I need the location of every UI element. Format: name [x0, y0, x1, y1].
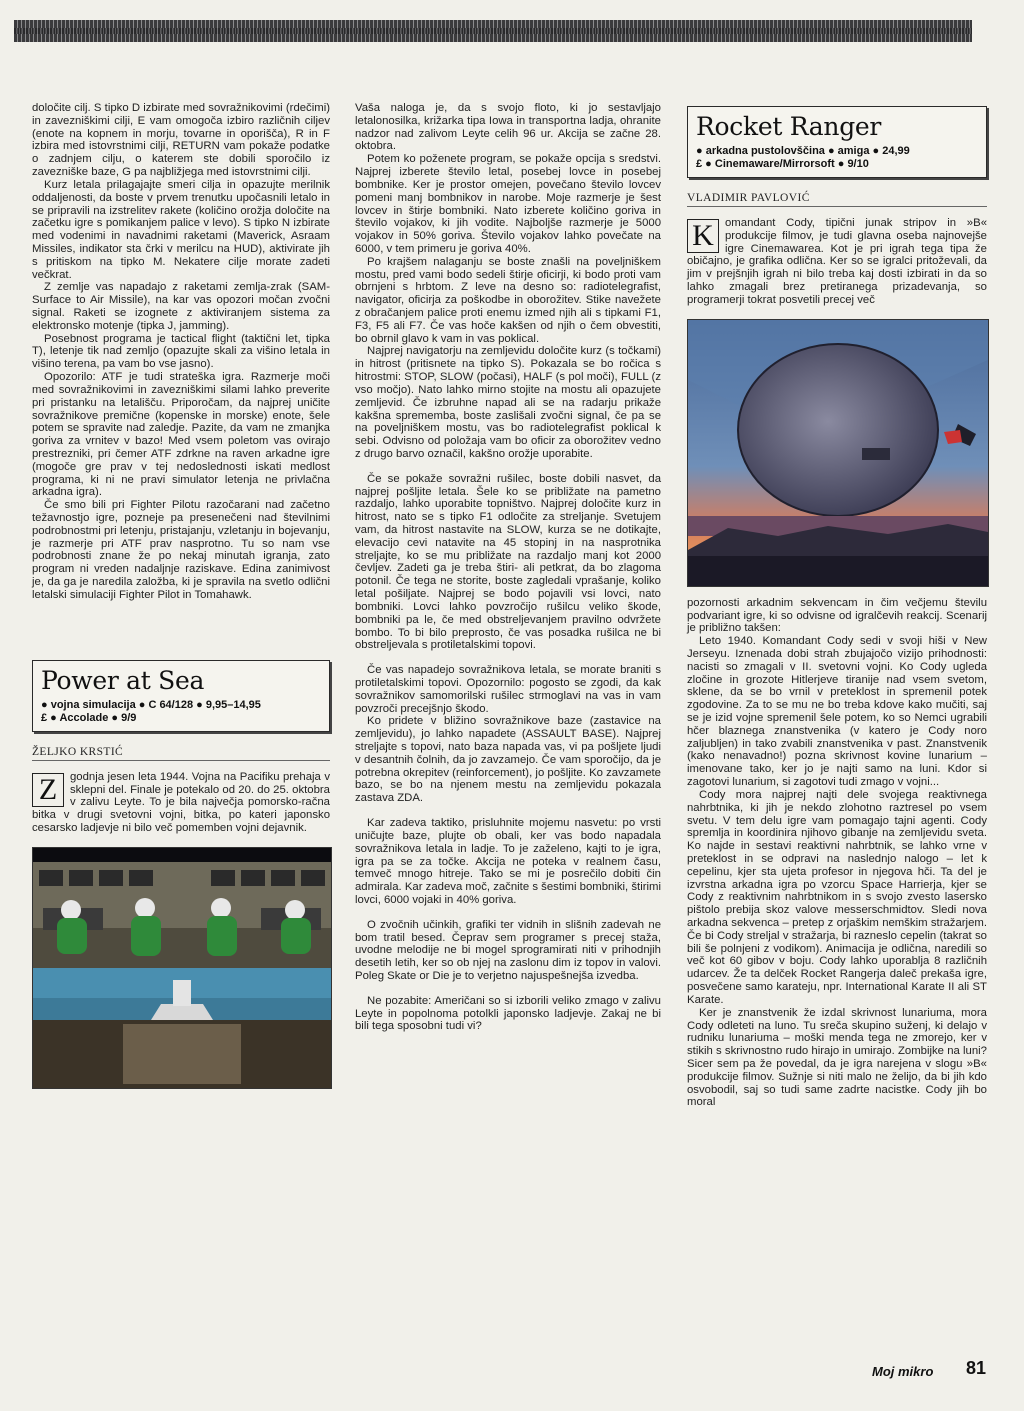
paragraph: pozornosti arkadnim sekvencam in čim večjemu številu podvariant igre, ki so odvisne od igralčevih reakcij. Scenarij je približno takšen:: [687, 596, 987, 635]
paragraph: godnja jesen leta 1944. Vojna na Pacifiku prehaja v sklepni del. Finale je potekalo od 20. do 25. oktobra v zalivu Leyte. To je bila največja pomorsko-račna bitka v drugi svetovni vojni, bitka, po kateri japonsko cesarsko ladjevje ni bilo več pomemben vojni dejavnik.: [32, 770, 330, 834]
page-number: 81: [966, 1358, 987, 1378]
spacer: [355, 461, 661, 473]
paragraph: Če smo bili pri Fighter Pilotu razočarani nad začetno težavnostjo igre, pozneje pa presenečeni nad številnimi podrobnostmi pri letenju, pristajanju, vzletanju in bojevanju, je razmerje pri ATF prav nasprotno. Tu so nam vse podrobnosti znane že po nekaj minutah igranja, zato program ni vreden nadaljnje raziskave. Edina zanimivost je, da ga je naredila založba, ki je spravila na svetlo odlični letalski simulaciji Fighter Pilot in Tomahawk.: [32, 499, 330, 601]
top-bar-stripe: [14, 28, 972, 34]
top-decorative-bar: [14, 20, 972, 42]
paragraph: Ne pozabite: Američani so si izborili veliko zmago v zalivu Leyte in popolnoma potolkli japonsko ladjevje. Zakaj ne bi bili tega sposobni tudi vi?: [355, 994, 661, 1033]
spacer: [355, 907, 661, 919]
paragraph: O zvočnih učinkih, grafiki ter vidnih in slišnih zadevah ne bom tratil besed. Čeprav sem programer s precej staža, uvodne melodije ne bi mogel sprogramirati niti v prihodnjih desetih letih, ker so ob njej na zaslonu dim iz topov in valovi. Poleg Skate or Die je to verjetno najuspešnejša izvedba.: [355, 918, 661, 982]
zeppelin-scene-image: [688, 320, 988, 586]
paragraph: Če vas napadejo sovražnikova letala, se morate braniti s protiletalskimi topovi. Opozornilo: pogosto se zgodi, da kak sovražnikov samomorilski rušilec strmoglavi na vas in vam povzroči precejšnjo škodo.: [355, 664, 661, 715]
paragraph: Leto 1940. Komandant Cody sedi v svoji hiši v New Jerseyu. Iznenada dobi strah zbujajočo vizijo prihodnosti: nacisti so zmagali v II. svetovni vojni. Ko Cody ugleda zločine in grozote Hitlerjeve tiranije nad vsem svetom, sklene, da se bo vrnil v preteklost in spremenil potek zgodovine. Za to se mu ne bo treba kdove kako mučiti, saj se je izid vojne spremenil šele potem, ko so Nemci ugrabili hčer blaznega znanstvenika (v katero je Cody noro zaljubljen) in tako zvabili znanstvenika v past. Znanstvenik (kako nenavadno!) pozna skrivnost kovine lunarium – imenovane tako, ker jo je najti samo na luni. Kdor si zagotovi lunarium, si zagotovi tudi zmago v vojni...: [687, 635, 987, 789]
rocket-ranger-screenshot: [687, 319, 989, 587]
paragraph: Ker je znanstvenik že izdal skrivnost lunariuma, mora Cody odleteti na luno. Tu sreča skupino suženj, ki delajo v rudniku lunariuma – moški menda tega ne zmorejo, ker v stikih s skrivnostno rudo hirajo in umirajo. Zombijke na luni? Sicer sem pa že povedal, da je igra narejena v slogu »B« produkcije filmov. Sužnje si niti malo ne želijo, da bi jih kdo osvobodil, saj so tudi same zadrte nacistke. Cody jih bo moral: [687, 1006, 987, 1109]
paragraph: določite cilj. S tipko D izbirate med sovražnikovimi (rdečimi) in zavezniškimi cilji, E vam omogoča izbiro različnih ciljev (enote na kopnem in morju, tovarne in oporišča), R in F izbira med istovrstnimi cilji, RETURN vam pokaže podatke o zadnjem cilju, o katerem ste dobili sporočilo iz zavezniške baze, G pa najbližjega med istovrstnimi cilji.: [32, 102, 330, 179]
article-title: Power at Sea: [41, 665, 205, 695]
game-meta: £ ● Accolade ● 9/9: [41, 711, 137, 724]
paragraph: Vaša naloga je, da s svojo floto, ki jo sestavljajo letalonosilka, križarka tipa Iowa in transportna ladja, ohranite nadzor nad zalivom Leyte celih 96 ur. Akcija se začne 28. oktobra.: [355, 102, 661, 153]
paragraph: Posebnost programa je tactical flight (taktični let, tipka T), letenje tik nad zemljo (opazujte skali za višino letala in višino terena, pa vam bo vse jasno).: [32, 332, 330, 371]
rocket-ranger-title-box: [687, 106, 987, 178]
magazine-name: Moj mikro: [872, 1364, 934, 1379]
game-meta: ● arkadna pustolovščina ● amiga ● 24,99: [696, 145, 910, 157]
paragraph: Z zemlje vas napadajo z raketami zemlja-zrak (SAM-Surface to Air Missile), na kar vas opozori močan zvočni signal. Raketi se izognete z aktiviranjem sistema za elektronsko motenje (tipka J, jamming).: [32, 281, 330, 332]
spacer: [355, 805, 661, 817]
drop-cap: K: [687, 219, 719, 253]
column-middle: [355, 102, 661, 1033]
paragraph: Potem ko poženete program, se pokaže opcija s sredstvi. Najprej izberete število letal, posebej lovce in posebej bombnike. Ker je prostor omejen, povečano število lovcev pomeni manj bombnikov in narobe. Moje razmerje je šest lovcev in štirje bombniki. Nato izberete količino goriva in število vojakov, ki jih vodite. Najboljše razmerje je 5000 vojakov in 50% goriva. Število vojakov lahko povečate na 6000, v tem primeru je goriva 40%.: [355, 153, 661, 255]
game-meta: ● vojna simulacija ● C 64/128 ● 9,95–14,95: [41, 698, 261, 711]
paragraph: Cody mora najprej najti dele svojega reaktivnega nahrbtnika, ki jih je nekdo zlohotno raztresel po vsem svetu. V tem delu igre vam pomagajo tajni agenti. Cody spremlja in koordinira njihovo gibanje na zemljevidu sveta. Ko najde in sestavi reaktivni nahrbtnik, se lahko vrne v preteklost in se odpravi na naslednjo nalogo – let k cepelinu, kjer sta ujeta profesor in njegova hči. Ta del je izvrstna arkadna igra po vzorcu Space Harrierja, kjer se Cody z reaktivnim nahrbtnikom in s svojo zvesto lasersko pištolo prebija skoz valove messerschmidtov. Sledi nova arkadna sekvenca – pretep z orjaškim nemškim stražarjem. Če bi Cody streljal v stražarja, bi razneslo cepelin (takrat so bili še polnjeni z vodikom). Animacija je odlična, naredili so več kot 60 gibov v boju. Cody lahko uporablja 8 različnih udarcev. Že ta delček Rocket Rangerja daleč prekaša igre, posvečene samo karateju, npr. International Karate II ali ST Karate.: [687, 788, 987, 1006]
paragraph: Opozorilo: ATF je tudi strateška igra. Razmerje moči med sovražnikovimi in zavezniškimi silami lahko preverite pri pristanku na letališču. Priporočam, da najprej uničite sovražnikove premične (kopenske in morske) enote, šele potem se spravite nad zaledje. Pazite, da vam ne zmanjka goriva za vrnitev v bazo! Med vsem poletom vas ovirajo prestrezniki, pri čemer ATF zdrkne na raven arkadne igre (mogoče gre prav v tej nedoslednosti iskati medlost programa, ki ni ne pravi simulator letenja ne privlačna arkadna igra).: [32, 371, 330, 499]
paragraph: omandant Cody, tipični junak stripov in »B« produkcije filmov, je tudi glavna oseba najnovejše igre Cinemawarea. Kot je pri igrah tega tipa že običajno, je grafika odlična. Ker so se igralci pritoževali, da jim v prejšnjih igrah ni bilo treba kaj dosti izbirati in da so lahko zmagali brez pretiranega prizadevanja, so programerji tokrat posvetili precej več: [687, 217, 987, 306]
power-at-sea-screenshot: [32, 847, 332, 1089]
article-intro: [687, 217, 987, 307]
bridge-scene-image: [33, 848, 331, 1088]
paragraph: Najprej navigatorju na zemljevidu določite kurz (s točkami) in hitrost (pritisnete na tipko S). Pokazala se bo ročica s hitrostmi: STOP, SLOW (počasi), HALF (s pol moči), FULL (z vso močjo). Nato lahko mirno stojite na mostu ali opazujete zemljevid. Če izbruhne napad ali se na radarju prikaže kakšna sprememba, boste zaslišali zvočni signal, če pa se na poveljniškem mostu, vas bo radiotelegrafist poklical k sebi. Odvisno od položaja vam bo oficir za oborožitev vedno z drugo barvo označil, kakšno orožje uporabite.: [355, 345, 661, 460]
article-intro: [32, 771, 330, 835]
spacer: [355, 652, 661, 664]
drop-cap: Z: [32, 773, 64, 807]
column-right: [687, 102, 987, 1109]
column-left: [32, 102, 330, 1089]
author-byline: VLADIMIR PAVLOVIĆ: [687, 192, 987, 207]
paragraph: Če se pokaže sovražni rušilec, boste dobili nasvet, da najprej pošljite letala. Šele ko se približate na pametno razdaljo, lahko uporabite topništvo. Najprej določite kurz in hitrost, nato se s tipko F1 odločite za streljanje. Svetujem vam, da hitrost nastavite na SLOW, kurza se ne dotikajte, elevacijo cevi natavite na 45 stopinj in na nasprotnika streljajte, ko se mu približate na razdaljo manj kot 2000 čevljev. Zadeti ga je treba štiri- ali petkrat, da bo zlagoma potonil. Če tega ne storite, boste zagledali vprašanje, koliko letal pošiljate. Najprej se bodo pojavili vsi lovci, nato bombniki. Lovci lahko povzročijo rušilcu veliko škode, bombniki pa le, če med obstreljevanjem pravilno odvržete bombo. To bi bilo preprosto, če vas posadka rušilca ne bi obstreljevala s protiletalskimi topovi.: [355, 472, 661, 652]
paragraph: Ko pridete v bližino sovražnikove baze (zastavice na zemljevidu), jo lahko napadete (ASSAULT BASE). Najprej streljajte s topovi, nato baza napada vas, vi pa pošljete ljudi v desantnih čolnih, da jo zavzamejo. Če vam sporočijo, da je potrebna okrepitev (reinforcement), jo pošljite. Ko zavzamete bazo, se bo na njenem mestu na zemljevidu pokazala zastava ZDA.: [355, 715, 661, 805]
power-at-sea-title-box: [32, 660, 330, 732]
author-byline: ŽELJKO KRSTIĆ: [32, 746, 330, 761]
paragraph: Po krajšem nalaganju se boste znašli na poveljniškem mostu, pred vami bodo sedeli štirje oficirji, ki bodo proti vam obrnjeni s hrbtom. Z leve na desno so: radiotelegrafist, navigator, oficirja za poškodbe in oborožitev. Stike navežete z obračanjem palice proti enemu izmed njih ali s tipkami F1, F3, F5 ali F7. Če vas hoče kakšen od njih o čem obvestiti, bo obrnil glavo k vam in vas poklical.: [355, 255, 661, 345]
game-meta: £ ● Cinemaware/Mirrorsoft ● 9/10: [696, 158, 869, 170]
spacer: [355, 983, 661, 995]
article-title: Rocket Ranger: [696, 112, 882, 141]
paragraph: Kar zadeva taktiko, prisluhnite mojemu nasvetu: po vrsti uničujte baze, plujte ob obali, ker vas bodo napadala sovražnikova letala in ladje. To je zaželeno, kajti to je igra, igra pa se za točke. Akcija ne poteka v realnem času, temveč mnogo hitreje. Tako se mi je posrečilo dobiti čin admirala. Kar zadeva moč, začnite s šestimi bombniki, štirimi lovci, 6000 vojaki in 40% goriva.: [355, 817, 661, 906]
paragraph: Kurz letala prilagajajte smeri cilja in opazujte merilnik oddaljenosti, da boste v prvem trenutku upočasnili letalo in se pripravili na izstrelitev rakete (količino orožja določite na začetku igre s pomikanjem palice v levo). S tipko N izbirate med vodenimi in navadnimi raketami (Maverick, Asraam Missiles, indikator sta črki v merilcu na HUD), aktivirate jih s pritiskom na tipko M. Nekatere cilje morate zadeti večkrat.: [32, 178, 330, 281]
